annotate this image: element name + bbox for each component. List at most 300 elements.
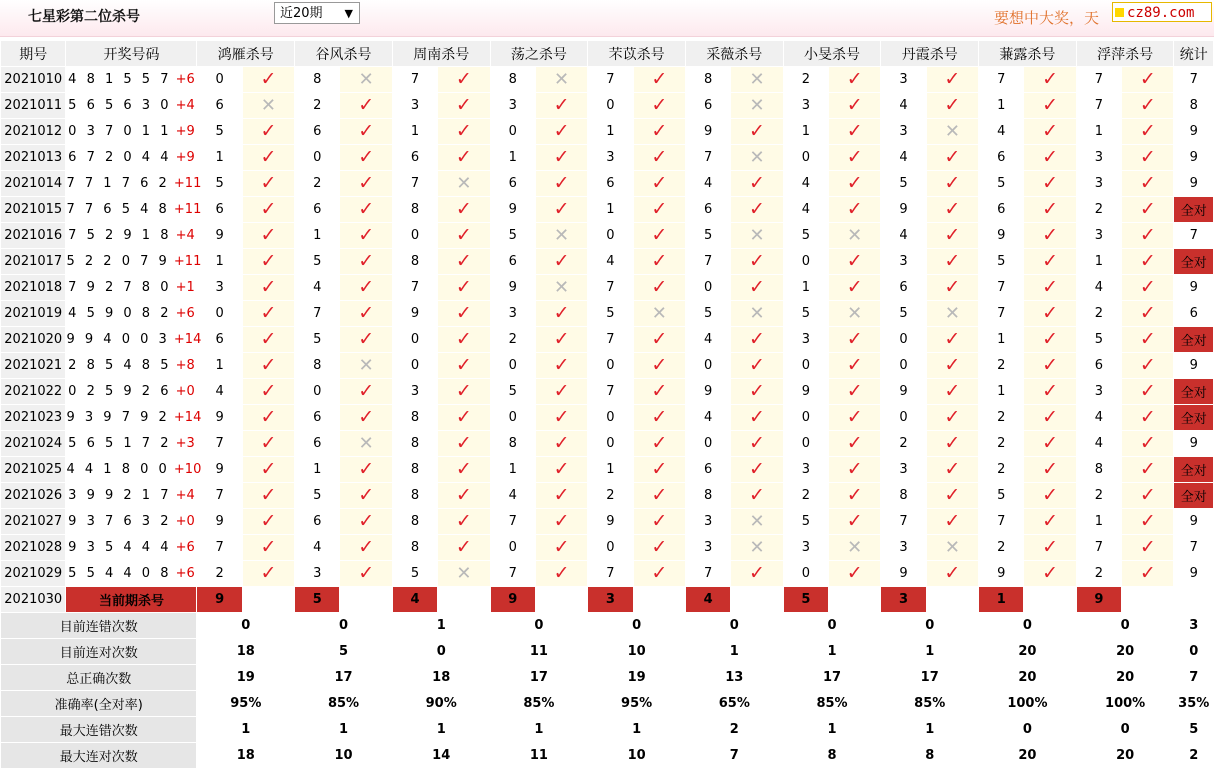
summary-value: 20 <box>979 665 1077 691</box>
result-mark-cell <box>1122 327 1174 353</box>
kill-number-cell: 7 <box>197 431 242 457</box>
table-row <box>1 223 1214 249</box>
result-mark-cell <box>242 67 294 93</box>
result-mark-cell <box>1024 301 1076 327</box>
cross-icon: ✕ <box>456 172 472 194</box>
summary-value: 17 <box>490 665 588 691</box>
col-header-expert[interactable]: 芣苡杀号 <box>588 41 686 67</box>
result-mark-cell <box>438 223 490 249</box>
col-header-expert[interactable]: 荡之杀号 <box>490 41 588 67</box>
stat-cell: 6 <box>1174 301 1214 327</box>
result-mark-cell <box>535 483 587 509</box>
result-mark-cell <box>829 67 881 93</box>
cross-icon: ✕ <box>847 536 863 558</box>
result-mark-cell <box>731 509 783 535</box>
result-mark-cell <box>242 197 294 223</box>
col-header-expert[interactable]: 蒹露杀号 <box>979 41 1077 67</box>
kill-number-cell: 0 <box>783 145 828 171</box>
kill-number-cell: 2 <box>783 483 828 509</box>
kill-number-cell: 3 <box>881 119 926 145</box>
table-row <box>1 145 1214 171</box>
result-mark-cell <box>731 119 783 145</box>
check-icon: ✓ <box>1139 432 1156 454</box>
kill-number-cell: 7 <box>979 67 1024 93</box>
kill-number-cell: 2 <box>1076 301 1121 327</box>
summary-value: 85% <box>783 691 881 717</box>
result-mark-cell <box>340 379 392 405</box>
result-mark-cell <box>242 301 294 327</box>
draw-numbers-cell <box>66 197 202 223</box>
kill-number-cell: 9 <box>881 561 926 587</box>
cross-icon: ✕ <box>847 224 863 246</box>
kill-number-cell: 4 <box>685 327 730 353</box>
summary-value: 1 <box>783 717 881 743</box>
draw-numbers-cell <box>66 483 197 509</box>
result-mark-cell <box>340 171 392 197</box>
result-mark-cell <box>535 223 587 249</box>
check-icon: ✓ <box>358 224 375 246</box>
result-mark-cell <box>633 171 685 197</box>
summary-value: 0 <box>392 639 490 665</box>
kill-number-cell: 0 <box>685 275 730 301</box>
draw-numbers: 9 3 7 6 3 2 <box>68 514 172 529</box>
kill-number-cell: 6 <box>197 93 242 119</box>
kill-number-cell: 6 <box>490 249 535 275</box>
result-mark-cell <box>340 431 392 457</box>
check-icon: ✓ <box>260 354 277 376</box>
draw-numbers-cell <box>66 301 197 327</box>
check-icon: ✓ <box>846 250 863 272</box>
kill-number-cell: 5 <box>392 561 437 587</box>
check-icon: ✓ <box>260 68 277 90</box>
check-icon: ✓ <box>260 276 277 298</box>
kill-number-cell: 3 <box>392 379 437 405</box>
kill-number-cell: 1 <box>197 353 242 379</box>
kill-number-cell: 0 <box>392 327 437 353</box>
blank-cell <box>1122 587 1174 613</box>
result-mark-cell <box>438 457 490 483</box>
stat-cell: 全对 <box>1174 405 1214 431</box>
check-icon: ✓ <box>455 250 472 272</box>
col-header-expert[interactable]: 丹霞杀号 <box>881 41 979 67</box>
kill-number-cell: 1 <box>490 145 535 171</box>
result-mark-cell <box>340 119 392 145</box>
result-mark-cell <box>340 223 392 249</box>
current-kill-number: 9 <box>490 587 535 613</box>
check-icon: ✓ <box>651 120 668 142</box>
table-row <box>1 93 1214 119</box>
result-mark-cell <box>340 509 392 535</box>
special-number: +14 <box>169 410 202 425</box>
check-icon: ✓ <box>749 562 765 584</box>
col-header-expert[interactable]: 谷风杀号 <box>295 41 393 67</box>
result-mark-cell <box>731 197 783 223</box>
summary-value: 17 <box>783 665 881 691</box>
result-mark-cell <box>926 327 978 353</box>
kill-number-cell: 0 <box>881 405 926 431</box>
summary-stat: 0 <box>1174 639 1214 665</box>
check-icon: ✓ <box>944 380 961 402</box>
stat-cell: 全对 <box>1174 379 1214 405</box>
kill-number-cell: 2 <box>588 483 633 509</box>
kill-number-cell: 7 <box>588 327 633 353</box>
kill-number-cell: 0 <box>295 379 340 405</box>
draw-numbers: 9 3 9 7 9 2 <box>66 410 170 425</box>
check-icon: ✓ <box>749 406 765 428</box>
kill-number-cell: 0 <box>588 535 633 561</box>
kill-number-table <box>0 40 1214 769</box>
kill-number-cell: 3 <box>783 93 828 119</box>
check-icon: ✓ <box>455 484 472 506</box>
check-icon: ✓ <box>749 250 765 272</box>
kill-number-cell: 4 <box>881 145 926 171</box>
check-icon: ✓ <box>455 198 472 220</box>
check-icon: ✓ <box>260 302 277 324</box>
slogan: 要想中大奖，天 <box>994 9 1100 27</box>
check-icon: ✓ <box>553 250 570 272</box>
table-row <box>1 483 1214 509</box>
check-icon: ✓ <box>749 484 765 506</box>
summary-value: 100% <box>1076 691 1174 717</box>
period-cell: 2021014 <box>1 171 66 197</box>
result-mark-cell <box>535 405 587 431</box>
current-kill-number: 9 <box>197 587 242 613</box>
summary-value: 0 <box>783 613 881 639</box>
kill-number-cell: 7 <box>1076 93 1121 119</box>
period-cell: 2021029 <box>1 561 66 587</box>
table-row <box>1 301 1214 327</box>
current-kill-number: 1 <box>979 587 1024 613</box>
check-icon: ✓ <box>260 562 277 584</box>
result-mark-cell <box>535 301 587 327</box>
site-logo[interactable] <box>1112 2 1212 22</box>
result-mark-cell <box>1024 223 1076 249</box>
check-icon: ✓ <box>553 484 570 506</box>
check-icon: ✓ <box>358 328 375 350</box>
check-icon: ✓ <box>1139 536 1156 558</box>
stat-cell: 7 <box>1174 535 1214 561</box>
check-icon: ✓ <box>260 198 277 220</box>
result-mark-cell <box>926 275 978 301</box>
summary-row <box>1 691 1214 717</box>
check-icon: ✓ <box>455 510 472 532</box>
kill-number-cell: 1 <box>783 119 828 145</box>
result-mark-cell <box>340 249 392 275</box>
result-mark-cell <box>1024 197 1076 223</box>
kill-number-cell: 7 <box>392 171 437 197</box>
kill-number-cell: 8 <box>685 483 730 509</box>
result-mark-cell <box>438 509 490 535</box>
kill-number-cell: 3 <box>392 93 437 119</box>
summary-value: 85% <box>881 691 979 717</box>
draw-numbers: 7 5 2 9 1 8 <box>68 228 172 243</box>
kill-number-cell: 1 <box>197 145 242 171</box>
kill-number-cell: 4 <box>1076 275 1121 301</box>
check-icon: ✓ <box>944 328 961 350</box>
kill-number-cell: 3 <box>1076 223 1121 249</box>
period-cell: 2021013 <box>1 145 66 171</box>
summary-value: 10 <box>588 743 686 769</box>
check-icon: ✓ <box>260 536 277 558</box>
cross-icon: ✕ <box>847 302 863 324</box>
special-number: +4 <box>171 98 195 113</box>
result-mark-cell <box>1122 119 1174 145</box>
kill-number-cell: 1 <box>979 327 1024 353</box>
kill-number-cell: 7 <box>392 67 437 93</box>
col-header-draw: 开奖号码 <box>66 41 197 67</box>
table-row <box>1 119 1214 145</box>
draw-numbers: 9 9 4 0 0 3 <box>66 332 170 347</box>
summary-label: 目前连错次数 <box>1 613 197 639</box>
result-mark-cell <box>731 561 783 587</box>
kill-number-cell: 2 <box>979 457 1024 483</box>
check-icon: ✓ <box>846 328 863 350</box>
period-cell: 2021025 <box>1 457 66 483</box>
result-mark-cell <box>438 405 490 431</box>
col-header-expert[interactable]: 采薇杀号 <box>685 41 783 67</box>
result-mark-cell <box>535 457 587 483</box>
kill-number-cell: 7 <box>490 509 535 535</box>
special-number: +10 <box>169 462 202 477</box>
check-icon: ✓ <box>1139 68 1156 90</box>
period-select[interactable] <box>274 2 360 24</box>
summary-value: 100% <box>979 691 1077 717</box>
result-mark-cell <box>438 249 490 275</box>
summary-value: 0 <box>1076 717 1174 743</box>
draw-numbers-cell <box>66 145 197 171</box>
col-header-stat: 统计 <box>1174 41 1214 67</box>
col-header-expert[interactable]: 周南杀号 <box>392 41 490 67</box>
check-icon: ✓ <box>358 562 375 584</box>
kill-number-cell: 9 <box>979 561 1024 587</box>
result-mark-cell <box>1122 223 1174 249</box>
check-icon: ✓ <box>651 380 668 402</box>
check-icon: ✓ <box>260 224 277 246</box>
check-icon: ✓ <box>944 198 961 220</box>
check-icon: ✓ <box>1042 458 1059 480</box>
check-icon: ✓ <box>260 380 277 402</box>
cross-icon: ✕ <box>554 276 570 298</box>
result-mark-cell <box>633 249 685 275</box>
check-icon: ✓ <box>358 146 375 168</box>
result-mark-cell <box>1122 275 1174 301</box>
result-mark-cell <box>731 457 783 483</box>
summary-value: 0 <box>490 613 588 639</box>
kill-number-cell: 1 <box>1076 509 1121 535</box>
check-icon: ✓ <box>553 94 570 116</box>
result-mark-cell <box>731 301 783 327</box>
kill-number-cell: 8 <box>295 67 340 93</box>
summary-row <box>1 717 1214 743</box>
check-icon: ✓ <box>1042 120 1059 142</box>
result-mark-cell <box>926 405 978 431</box>
draw-numbers: 3 9 9 2 1 7 <box>68 488 172 503</box>
summary-label: 最大连错次数 <box>1 717 197 743</box>
check-icon: ✓ <box>1042 68 1059 90</box>
period-cell: 2021021 <box>1 353 66 379</box>
result-mark-cell <box>438 197 490 223</box>
special-number: +4 <box>171 228 195 243</box>
check-icon: ✓ <box>553 510 570 532</box>
check-icon: ✓ <box>749 432 765 454</box>
check-icon: ✓ <box>944 484 961 506</box>
summary-value: 8 <box>783 743 881 769</box>
kill-number-cell: 9 <box>588 509 633 535</box>
kill-number-cell: 5 <box>490 223 535 249</box>
check-icon: ✓ <box>846 276 863 298</box>
period-cell: 2021027 <box>1 509 66 535</box>
check-icon: ✓ <box>749 276 765 298</box>
kill-number-cell: 3 <box>1076 171 1121 197</box>
cross-icon: ✕ <box>358 432 374 454</box>
check-icon: ✓ <box>846 406 863 428</box>
kill-number-cell: 8 <box>490 67 535 93</box>
result-mark-cell <box>926 249 978 275</box>
check-icon: ✓ <box>260 172 277 194</box>
kill-number-cell: 3 <box>1076 379 1121 405</box>
blank-cell <box>1024 587 1076 613</box>
special-number: +6 <box>171 566 195 581</box>
period-select-value: 近20期 <box>280 6 323 21</box>
kill-number-cell: 8 <box>392 535 437 561</box>
summary-value: 17 <box>881 665 979 691</box>
table-row <box>1 249 1214 275</box>
period-cell: 2021015 <box>1 197 66 223</box>
check-icon: ✓ <box>260 510 277 532</box>
kill-number-cell: 8 <box>392 405 437 431</box>
check-icon: ✓ <box>846 120 863 142</box>
draw-numbers: 4 8 1 5 5 7 <box>68 72 172 87</box>
check-icon: ✓ <box>1042 250 1059 272</box>
check-icon: ✓ <box>846 484 863 506</box>
result-mark-cell <box>1024 275 1076 301</box>
kill-number-cell: 7 <box>392 275 437 301</box>
cross-icon: ✕ <box>749 94 765 116</box>
kill-number-cell: 0 <box>588 93 633 119</box>
logo-square-icon <box>1115 8 1124 17</box>
check-icon: ✓ <box>1139 302 1156 324</box>
cross-icon: ✕ <box>749 536 765 558</box>
check-icon: ✓ <box>651 510 668 532</box>
kill-number-cell: 7 <box>588 275 633 301</box>
result-mark-cell <box>1122 301 1174 327</box>
result-mark-cell <box>1122 535 1174 561</box>
check-icon: ✓ <box>1042 536 1059 558</box>
special-number: +6 <box>171 540 195 555</box>
kill-number-cell: 4 <box>490 483 535 509</box>
result-mark-cell <box>242 353 294 379</box>
kill-number-cell: 9 <box>881 379 926 405</box>
draw-numbers-cell <box>66 509 197 535</box>
check-icon: ✓ <box>455 146 472 168</box>
summary-value: 20 <box>1076 665 1174 691</box>
period-cell: 2021023 <box>1 405 66 431</box>
kill-number-cell: 4 <box>295 275 340 301</box>
summary-stat: 5 <box>1174 717 1214 743</box>
summary-value: 1 <box>490 717 588 743</box>
check-icon: ✓ <box>455 536 472 558</box>
kill-number-cell: 0 <box>783 431 828 457</box>
result-mark-cell <box>242 171 294 197</box>
summary-value: 18 <box>392 665 490 691</box>
result-mark-cell <box>1122 405 1174 431</box>
blank-cell <box>242 587 294 613</box>
kill-number-cell: 1 <box>1076 249 1121 275</box>
result-mark-cell <box>340 301 392 327</box>
check-icon: ✓ <box>260 458 277 480</box>
check-icon: ✓ <box>455 458 472 480</box>
kill-number-cell: 8 <box>392 457 437 483</box>
summary-value: 1 <box>392 613 490 639</box>
summary-value: 90% <box>392 691 490 717</box>
result-mark-cell <box>829 223 881 249</box>
col-header-expert[interactable]: 浮萍杀号 <box>1076 41 1174 67</box>
summary-value: 85% <box>490 691 588 717</box>
check-icon: ✓ <box>358 458 375 480</box>
summary-value: 0 <box>979 613 1077 639</box>
result-mark-cell <box>242 535 294 561</box>
check-icon: ✓ <box>749 172 765 194</box>
kill-number-cell: 4 <box>685 171 730 197</box>
period-cell: 2021011 <box>1 93 66 119</box>
result-mark-cell <box>926 119 978 145</box>
current-kill-number: 5 <box>783 587 828 613</box>
result-mark-cell <box>438 431 490 457</box>
kill-number-cell: 6 <box>295 197 340 223</box>
period-cell: 2021012 <box>1 119 66 145</box>
kill-number-cell: 8 <box>392 509 437 535</box>
check-icon: ✓ <box>455 302 472 324</box>
table-row <box>1 197 1214 223</box>
special-number: +14 <box>169 332 202 347</box>
check-icon: ✓ <box>846 198 863 220</box>
result-mark-cell <box>1122 197 1174 223</box>
kill-number-cell: 9 <box>490 275 535 301</box>
summary-value: 95% <box>197 691 295 717</box>
result-mark-cell <box>829 171 881 197</box>
result-mark-cell <box>1024 249 1076 275</box>
check-icon: ✓ <box>1139 224 1156 246</box>
cross-icon: ✕ <box>260 94 277 116</box>
kill-number-cell: 8 <box>1076 457 1121 483</box>
kill-number-cell: 4 <box>979 119 1024 145</box>
result-mark-cell <box>535 327 587 353</box>
check-icon: ✓ <box>651 276 668 298</box>
col-header-expert[interactable]: 鸿雁杀号 <box>197 41 295 67</box>
result-mark-cell <box>340 405 392 431</box>
check-icon: ✓ <box>846 380 863 402</box>
kill-number-cell: 0 <box>588 405 633 431</box>
summary-value: 0 <box>588 613 686 639</box>
kill-number-cell: 1 <box>979 93 1024 119</box>
check-icon: ✓ <box>651 146 668 168</box>
check-icon: ✓ <box>846 562 863 584</box>
kill-number-cell: 4 <box>783 171 828 197</box>
check-icon: ✓ <box>358 276 375 298</box>
result-mark-cell <box>340 275 392 301</box>
check-icon: ✓ <box>651 250 668 272</box>
check-icon: ✓ <box>1042 224 1059 246</box>
special-number: +8 <box>171 358 195 373</box>
summary-stat: 3 <box>1174 613 1214 639</box>
check-icon: ✓ <box>651 328 668 350</box>
check-icon: ✓ <box>1139 354 1156 376</box>
kill-number-cell: 6 <box>295 431 340 457</box>
result-mark-cell <box>1122 561 1174 587</box>
result-mark-cell <box>926 457 978 483</box>
col-header-expert[interactable]: 小旻杀号 <box>783 41 881 67</box>
check-icon: ✓ <box>651 94 668 116</box>
